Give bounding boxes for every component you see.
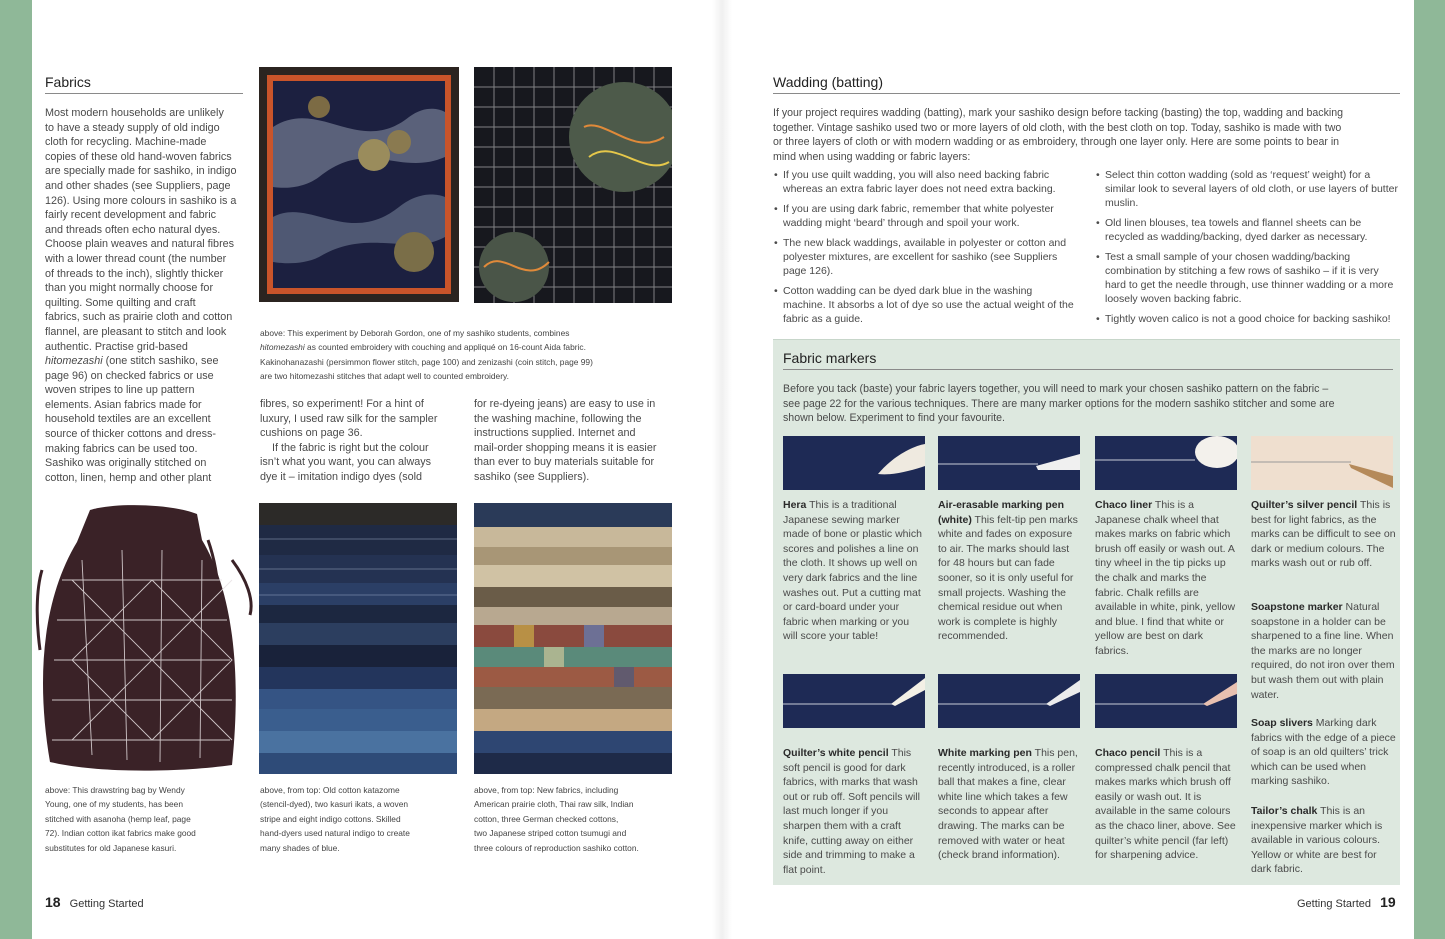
indigo-caption-line: stripe and eight indigo cottons. Skilled: [260, 813, 401, 824]
drawstring-bag-photo: [32, 500, 254, 775]
new-fabrics-caption-line: cotton, three German checked cottons,: [474, 813, 619, 824]
fabrics-col3-line: the washing machine, following the: [474, 412, 642, 425]
fabrics-body-text: [45, 106, 250, 485]
fabrics-column-3: [474, 397, 679, 485]
wadding-bullet-item: • Select thin cotton wadding (sold as ‘request’ weight) for a similar look to several layers of old cloth, or use layers of butter muslin.: [1096, 168, 1398, 210]
artwork-caption-line: hitomezashi as counted embroidery with couching and appliqué on 16-count Aida fabric.: [260, 342, 586, 353]
fabrics-body-line: and other shades (see Suppliers, page: [45, 179, 231, 192]
fabrics-body-line: cloth for recycling. Machine-made: [45, 136, 207, 149]
fabrics-body-line: source of thicker cottons and dress-: [45, 428, 217, 441]
wadding-intro-line: together. Vintage sashiko used two or more layers of old cloth, with the best cloth on top. Today, sashiko is made with two: [773, 121, 1342, 134]
fabrics-body-line: flannel, are pleasant to stitch and look: [45, 325, 227, 338]
fabrics-body-line: page 96) on checked fabrics or use: [45, 369, 214, 382]
markers-intro-line: Before you tack (baste) your fabric layers together, you will need to mark your chosen sashiko pattern on the fabric –: [783, 383, 1329, 395]
marker-air-erasable-pen: [938, 498, 1080, 644]
marker-description: This is an inexpensive marker which is available in various colours. Yellow or white are best for dark fabric.: [1251, 805, 1383, 876]
wadding-intro-text: [773, 106, 1403, 164]
fabrics-col2-line: If the fabric is right but the colour: [260, 441, 429, 454]
indigo-caption-line: many shades of blue.: [260, 842, 340, 853]
marker-description: This is best for light fabrics, as the marks can be difficult to see on dark or medium colours. The marks wash out or rub off.: [1251, 499, 1396, 570]
wadding-heading: Wadding (batting): [773, 74, 1400, 94]
chaco-liner-swatch-image: [1095, 436, 1237, 490]
fabrics-body-line: of threads to the inch), slightly thicker: [45, 267, 224, 280]
wadding-bullet-item: • The new black waddings, available in polyester or cotton and polyester mixtures, are excellent for sashiko (see Suppliers page 126).: [774, 236, 1074, 278]
marker-title: Quilter’s silver pencil: [1251, 499, 1358, 511]
chaco-pencil-swatch-image: [1095, 674, 1237, 728]
right-footer: [1297, 894, 1396, 910]
marker-white-marking-pen: [938, 746, 1080, 863]
markers-intro-line: shown below. Experiment to find your favourite.: [783, 412, 1005, 425]
new-fabrics-caption-line: two Japanese striped cotton tsumugi and: [474, 828, 627, 839]
white-marking-pen-swatch-image: [938, 674, 1080, 728]
fabrics-body-line: woven stripes to line up pattern: [45, 384, 195, 397]
fabrics-body-line: fairly recent development and fabric: [45, 209, 217, 222]
fabrics-body-line: Choose plain weaves and natural fibres: [45, 238, 235, 251]
marker-chaco-pencil: [1095, 746, 1237, 863]
marker-title: Soap slivers: [1251, 717, 1313, 729]
book-spine: [712, 0, 732, 939]
artwork-caption: [260, 326, 680, 384]
page-number-18: 18: [45, 894, 61, 910]
new-fabrics-stack-photo: [474, 503, 672, 774]
indigo-fabrics-caption: [260, 783, 465, 855]
fabrics-heading: Fabrics: [45, 74, 243, 94]
new-fabrics-caption-line: three colours of reproduction sashiko cotton.: [474, 842, 639, 853]
fabrics-body-line: household textiles are an excellent: [45, 413, 211, 426]
artwork-caption-line: Kakinohanazashi (persimmon flower stitch, page 100) and zenizashi (coin stitch, page 99): [260, 356, 593, 367]
fabric-markers-intro: [783, 382, 1383, 426]
marker-description: This felt-tip pen marks white and fades on exposure to air. The marks should last for 48 hours but can fade sooner, so it is only useful for small projects. Washing the chemical residue out when work is complete is highly recommended.: [938, 513, 1078, 643]
wadding-intro-line: mind when using wadding or fabric layers:: [773, 150, 971, 163]
page-number-19: 19: [1380, 894, 1396, 910]
fabrics-body-line: elements. Asian fabrics made for: [45, 398, 202, 411]
fabrics-body-line: authentic. Practise grid-based: [45, 340, 188, 353]
fabrics-col2-line: isn’t what you want, you can always: [260, 456, 432, 469]
artwork-caption-line: are two hitomezashi stitches that adapt well to counted embroidery.: [260, 371, 509, 382]
marker-title: Soapstone marker: [1251, 601, 1343, 613]
marker-tailors-chalk: [1251, 804, 1396, 877]
wadding-intro-line: If your project requires wadding (batting), mark your sashiko design before tacking (basting) the top, wadding and backing: [773, 107, 1344, 119]
fabrics-body-line: Sashiko was originally stitched on: [45, 457, 207, 470]
marker-chaco-liner: [1095, 498, 1237, 659]
wadding-bullet-item: • Old linen blouses, tea towels and flannel sheets can be recycled as wadding/backing, dyed darker as necessary.: [1096, 216, 1398, 244]
marker-title: Chaco pencil: [1095, 747, 1161, 759]
fabrics-body-line: than you might normally choose for: [45, 282, 214, 295]
left-footer-label: Getting Started: [69, 898, 144, 910]
fabrics-body-line: are specially made for sashiko, in indigo: [45, 165, 237, 178]
fabrics-column-2: [260, 397, 465, 485]
right-footer-label: Getting Started: [1297, 898, 1371, 910]
marker-description: This soft pencil is good for dark fabrics, with marks that wash out or rub off. Soft pencils will last much longer if you sharpen them with a craft knife, cutting away on either side and trimming to make a flat point.: [783, 747, 920, 876]
artwork-caption-line: above: This experiment by Deborah Gordon, one of my sashiko students, combines: [260, 328, 570, 338]
fabrics-body-line: making fabrics can be used too.: [45, 442, 198, 455]
marker-title: Hera: [783, 499, 807, 511]
air-erasable-pen-swatch-image: [938, 436, 1080, 490]
fabrics-body-line: 126). Using more colours in sashiko is a: [45, 194, 237, 207]
new-fabrics-caption-line: above, from top: New fabrics, including: [474, 785, 619, 795]
fabrics-body-line: quilting. Some quilting and craft: [45, 296, 196, 309]
marker-description: This is a compressed chalk pencil that makes marks which brush off easily or wash out. It is available in the same colours as the chaco liner, above. See quilter’s white pencil (far left) for sharpening advice.: [1095, 747, 1236, 862]
wadding-bullet-item: • If you are using dark fabric, remember that white polyester wadding might ‘beard’ through and spoil your work.: [774, 202, 1074, 230]
marker-silver-pencil: [1251, 498, 1396, 571]
marker-white-pencil: [783, 746, 925, 877]
marker-description: This pen, recently introduced, is a roller ball that makes a fine, clear white line which takes a few seconds to appear after drawing. The marks can be removed with water or heat (check brand information).: [938, 747, 1078, 862]
indigo-caption-line: above, from top: Old cotton katazome: [260, 785, 400, 795]
fabrics-body-line: hitomezashi (one stitch sashiko, see: [45, 355, 219, 368]
marker-title: Chaco liner: [1095, 499, 1153, 511]
marker-description: Natural soapstone in a holder can be sharpened to a fine line. When the marks are no longer required, do not iron over them but wash them out with plain water.: [1251, 601, 1395, 701]
marker-title: Quilter’s white pencil: [783, 747, 889, 759]
new-fabrics-caption-line: American prairie cloth, Thai raw silk, Indian: [474, 799, 634, 810]
silver-pencil-swatch-image: [1251, 436, 1393, 490]
indigo-fabric-stack-photo: [259, 503, 457, 774]
bag-caption-line: stitched with asanoha (hemp leaf, page: [45, 813, 191, 824]
indigo-caption-line: hand-dyers used natural indigo to create: [260, 828, 410, 839]
fabrics-col2-line: dye it – imitation indigo dyes (sold: [260, 470, 423, 483]
sashiko-closeup-photo: [474, 67, 672, 303]
wadding-bullet-item: • If you use quilt wadding, you will also need backing fabric whereas an extra fabric layer does not need extra backing.: [774, 168, 1074, 196]
wadding-bullets-left: [774, 168, 1074, 332]
fabrics-col2-line: cushions on page 36.: [260, 427, 363, 440]
fabrics-body-line: to have a steady supply of old indigo: [45, 121, 220, 134]
framed-sashiko-artwork-photo: [259, 67, 459, 302]
fabrics-col2-line: luxury, I used raw silk for the sampler: [260, 412, 438, 425]
marker-hera: [783, 498, 925, 644]
markers-intro-line: see page 22 for the various techniques. There are many marker options for the modern sashiko stitcher and some are: [783, 397, 1335, 410]
bag-caption-line: above: This drawstring bag by Wendy: [45, 785, 185, 795]
bag-caption-line: Young, one of my students, has been: [45, 799, 183, 810]
fabrics-body-line: and threads often echo natural dyes.: [45, 223, 221, 236]
wadding-bullet-item: • Cotton wadding can be dyed dark blue in the washing machine. It absorbs a lot of dye so use the actual weight of the fabric as a guide.: [774, 284, 1074, 326]
white-pencil-swatch-image: [783, 674, 925, 728]
marker-description: This is a traditional Japanese sewing marker made of bone or plastic which scores and polishes a line on the cloth. It shows up well on very dark fabrics and the line washes out. Put a cutting mat or card-board under your fabric when marking or you will score your table!: [783, 499, 922, 643]
fabrics-col2-line: fibres, so experiment! For a hint of: [260, 398, 424, 410]
bag-caption: [45, 783, 255, 855]
marker-soapstone: [1251, 600, 1396, 702]
hera-swatch-image: [783, 436, 925, 490]
marker-title: Air-erasable marking pen (white): [938, 499, 1065, 526]
fabrics-body-line: fabrics, such as prairie cloth and cotton: [45, 311, 233, 324]
new-fabrics-caption: [474, 783, 679, 855]
fabrics-col3-line: mail-order shopping means it is easier: [474, 441, 657, 454]
indigo-caption-line: (stencil-dyed), two kasuri ikats, a woven: [260, 799, 409, 810]
marker-title: White marking pen: [938, 747, 1032, 759]
bag-caption-line: 72). Indian cotton ikat fabrics make good: [45, 828, 196, 839]
marker-title: Tailor’s chalk: [1251, 805, 1318, 817]
bag-caption-line: substitutes for old Japanese kasuri.: [45, 842, 177, 853]
fabrics-col3-line: instructions supplied. Internet and: [474, 427, 636, 440]
marker-description: Marking dark fabrics with the edge of a piece of soap is an old quilters’ trick which can be used when marking sashiko.: [1251, 717, 1396, 788]
wadding-bullet-item: • Tightly woven calico is not a good choice for backing sashiko!: [1096, 312, 1398, 326]
fabrics-col3-line: sashiko (see Suppliers).: [474, 470, 590, 483]
wadding-bullets-right: [1096, 168, 1398, 332]
fabrics-body-line: copies of these old hand-woven fabrics: [45, 150, 232, 163]
fabrics-body-line: Most modern households are unlikely: [45, 107, 224, 119]
left-footer: [45, 894, 144, 910]
wadding-intro-line: or three layers of cloth or with modern wadding or as embroidery, through one layer only. Here are some points to bear in: [773, 136, 1340, 149]
wadding-bullet-item: • Test a small sample of your chosen wadding/backing combination by stitching a few rows of sashiko – if it is very hard to get the needle through, use thinner wadding or a more loosely woven backing fabric.: [1096, 250, 1398, 306]
fabrics-col3-line: than ever to buy materials suitable for: [474, 456, 655, 469]
fabrics-body-line: cotton, linen, hemp and other plant: [45, 471, 212, 484]
fabrics-body-line: with a lower thread count (the number: [45, 252, 227, 265]
marker-soap-slivers: [1251, 716, 1396, 789]
fabric-markers-heading: Fabric markers: [783, 350, 1393, 370]
marker-description: This is a Japanese chalk wheel that makes marks on fabric which brush off easily or wash out. A tiny wheel in the tip picks up the chalk and marks the fabric. Chalk refills are available in white, pink, yellow and blue. I find that white or yellow are best on dark fabrics.: [1095, 499, 1236, 657]
fabrics-col3-line: for re-dyeing jeans) are easy to use in: [474, 398, 656, 410]
